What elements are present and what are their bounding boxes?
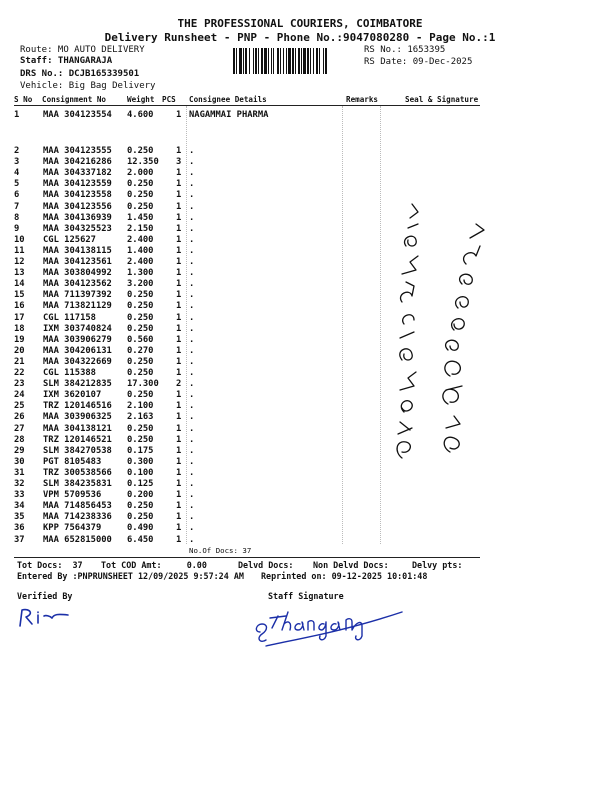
row-weight: 0.250 [127,146,154,156]
row-consignee: . [189,390,195,401]
row-sno: 16 [14,301,25,312]
rs-date: RS Date: 09-Dec-2025 [364,57,473,67]
row-weight: 0.250 [127,323,154,334]
row-consignee: . [189,423,195,434]
row-consignee: . [189,146,195,156]
row-consignment: MAA 304136939 [43,212,112,223]
barcode-bar [292,48,294,74]
row-consignee: . [189,479,195,489]
row-pcs: 1 [176,168,182,179]
row-sno: 1 [14,110,20,120]
row-consignment: MAA 304216286 [43,157,112,168]
row-consignment: MAA 304123559 [43,179,112,190]
total-docs: Tot Docs: 37 [17,560,83,570]
row-weight: 0.300 [127,456,154,467]
row-pcs: 1 [176,456,182,467]
row-pcs: 3 [176,157,182,168]
row-consignment: PGT 8105483 [43,456,102,467]
row-consignee: . [189,157,195,168]
row-weight: 0.250 [127,501,154,512]
row-consignment: MAA 303906325 [43,412,112,423]
row-weight: 0.250 [127,290,154,301]
row-pcs: 1 [176,467,182,478]
row-pcs: 1 [176,323,182,334]
row-weight: 0.250 [127,512,154,523]
barcode-bar [277,48,279,74]
row-weight: 1.400 [127,245,154,256]
staff-signature-icon [252,602,412,652]
verified-signature-icon [16,606,76,630]
row-sno: 25 [14,401,25,412]
row-pcs: 1 [176,490,182,501]
row-pcs: 1 [176,301,182,312]
row-weight: 1.450 [127,212,154,223]
row-sno: 9 [14,223,20,234]
row-consignee: . [189,179,195,190]
row-pcs: 1 [176,245,182,256]
total-cod: Tot COD Amt: 0.00 [101,560,207,570]
barcode-bar [313,48,314,74]
row-sno: 26 [14,412,25,423]
row-pcs: 1 [176,368,182,378]
barcode-bar [319,48,320,74]
row-consignee: . [189,168,195,179]
barcode-bar [249,48,250,74]
row-consignee: . [189,245,195,256]
row-consignee: . [189,234,195,245]
row-weight: 17.300 [127,379,159,390]
col-pcs: PCS [162,95,176,104]
row-sno: 23 [14,379,25,390]
row-pcs: 1 [176,534,182,545]
row-pcs: 1 [176,146,182,156]
row-consignee: . [189,290,195,301]
barcode-bar [295,48,296,74]
row-consignment: MAA 652815000 [43,534,112,545]
reprinted-on: Reprinted on: 09-12-2025 10:01:48 [261,571,428,581]
staff-label: Staff: THANGARAJA [20,56,113,66]
barcode-bar [239,48,242,74]
row-pcs: 1 [176,279,182,290]
row-sno: 11 [14,245,25,256]
row-consignee: . [189,223,195,234]
row-consignee: . [189,201,195,212]
column-guide [342,106,343,544]
row-consignment: KPP 7564379 [43,523,102,534]
row-pcs: 1 [176,268,182,279]
row-weight: 0.250 [127,356,154,367]
row-consignment: IXM 3620107 [43,390,102,401]
barcode-bar [316,48,318,74]
row-consignee: . [189,445,195,456]
row-weight: 0.250 [127,179,154,190]
row-sno: 5 [14,179,20,190]
row-sno: 36 [14,523,25,534]
row-sno: 14 [14,279,25,290]
row-sno: 13 [14,268,25,279]
row-pcs: 1 [176,479,182,489]
row-weight: 0.250 [127,301,154,312]
barcode-bar [264,48,267,74]
row-consignee: . [189,379,195,390]
row-consignment: MAA 304337182 [43,168,112,179]
row-consignee: . [189,356,195,367]
barcode-bar [303,48,306,74]
row-pcs: 1 [176,401,182,412]
footer-divider [14,557,480,558]
row-weight: 0.250 [127,312,154,323]
row-sno: 20 [14,345,25,356]
row-weight: 0.200 [127,490,154,501]
row-consignee: . [189,323,195,334]
row-sno: 6 [14,190,20,201]
row-pcs: 1 [176,257,182,267]
handwritten-remark-icon [388,190,508,470]
row-weight: 2.100 [127,401,154,412]
row-sno: 15 [14,290,25,301]
row-pcs: 1 [176,445,182,456]
row-pcs: 1 [176,190,182,201]
row-pcs: 1 [176,523,182,534]
column-guide [186,106,187,544]
row-pcs: 1 [176,312,182,323]
row-consignee: . [189,523,195,534]
row-sno: 19 [14,334,25,345]
barcode-bar [233,48,235,74]
row-pcs: 1 [176,223,182,234]
row-consignment: CGL 115388 [43,368,96,378]
row-consignment: MAA 304138121 [43,423,112,434]
row-weight: 0.250 [127,201,154,212]
barcode-bar [288,48,291,74]
row-consignee: . [189,412,195,423]
row-consignee: NAGAMMAI PHARMA [189,110,269,120]
row-weight: 6.450 [127,534,154,545]
row-weight: 2.163 [127,412,154,423]
col-remarks: Remarks [346,95,379,104]
row-pcs: 1 [176,512,182,523]
row-consignee: . [189,467,195,478]
row-pcs: 1 [176,345,182,356]
barcode-bar [286,48,287,74]
non-delivered-docs: Non Delvd Docs: [313,560,389,570]
row-consignment: MAA 304123554 [43,110,112,120]
barcode-bar [261,48,263,74]
barcode-bar [243,48,244,74]
row-pcs: 1 [176,179,182,190]
row-weight: 2.000 [127,168,154,179]
col-consignee: Consignee Details [189,95,267,104]
row-consignee: . [189,257,195,267]
row-consignee: . [189,279,195,290]
row-consignment: MAA 304322669 [43,356,112,367]
row-consignment: SLM 384212835 [43,379,112,390]
row-consignee: . [189,512,195,523]
row-consignee: . [189,190,195,201]
barcode-bar [283,48,284,74]
row-pcs: 1 [176,234,182,245]
row-consignment: SLM 384235831 [43,479,112,489]
row-consignment: MAA 714856453 [43,501,112,512]
barcode-bar [280,48,281,74]
row-weight: 0.250 [127,423,154,434]
row-sno: 10 [14,234,25,245]
row-sno: 30 [14,456,25,467]
row-consignment: MAA 303804992 [43,268,112,279]
row-consignee: . [189,334,195,345]
row-weight: 4.600 [127,110,154,120]
row-sno: 8 [14,212,20,223]
row-weight: 0.250 [127,190,154,201]
row-sno: 28 [14,434,25,445]
row-sno: 32 [14,479,25,489]
docs-count: No.Of Docs: 37 [189,546,252,555]
barcode-bar [298,48,300,74]
row-weight: 2.400 [127,234,154,245]
row-sno: 21 [14,356,25,367]
row-weight: 0.250 [127,390,154,401]
barcode-bar [307,48,309,74]
row-weight: 12.350 [127,157,159,168]
row-weight: 2.150 [127,223,154,234]
row-consignment: MAA 714238336 [43,512,112,523]
row-consignee: . [189,345,195,356]
row-pcs: 1 [176,356,182,367]
row-pcs: 1 [176,201,182,212]
row-consignee: . [189,490,195,501]
row-consignment: CGL 125627 [43,234,96,245]
row-consignment: CGL 117158 [43,312,96,323]
col-seal: Seal & Signature [405,95,479,104]
row-sno: 35 [14,512,25,523]
rs-number: RS No.: 1653395 [364,45,446,55]
row-consignment: MAA 304123556 [43,201,112,212]
barcode-bar [323,48,324,74]
row-pcs: 1 [176,390,182,401]
row-sno: 29 [14,445,25,456]
row-pcs: 2 [176,379,182,390]
row-consignment: MAA 304123555 [43,146,112,156]
row-sno: 34 [14,501,25,512]
row-weight: 1.300 [127,268,154,279]
row-weight: 0.560 [127,334,154,345]
row-consignment: MAA 304123562 [43,279,112,290]
barcode-bar [255,48,257,74]
row-weight: 0.100 [127,467,154,478]
row-weight: 0.270 [127,345,154,356]
row-consignment: MAA 303906279 [43,334,112,345]
header-divider [14,105,480,106]
row-consignee: . [189,212,195,223]
row-weight: 0.175 [127,445,154,456]
row-consignee: . [189,301,195,312]
row-weight: 3.200 [127,279,154,290]
verified-by-label: Verified By [17,591,73,601]
row-consignment: MAA 304138115 [43,245,112,256]
row-consignee: . [189,368,195,378]
row-sno: 22 [14,368,25,378]
col-sno: S No [14,95,33,104]
row-weight: 0.250 [127,434,154,445]
row-consignee: . [189,434,195,445]
row-weight: 0.250 [127,368,154,378]
barcode-bar [268,48,269,74]
col-weight: Weight [127,95,155,104]
vehicle-label: Vehicle: Big Bag Delivery [20,81,156,91]
row-consignee: . [189,456,195,467]
row-consignment: IXM 303740824 [43,323,112,334]
staff-signature-label: Staff Signature [268,591,344,601]
barcode-bar [258,48,259,74]
row-sno: 37 [14,534,25,545]
row-consignment: SLM 384270538 [43,445,112,456]
row-sno: 27 [14,423,25,434]
column-guide [380,106,381,544]
row-consignment: TRZ 300538566 [43,467,112,478]
row-sno: 12 [14,257,25,267]
row-sno: 3 [14,157,20,168]
row-pcs: 1 [176,334,182,345]
barcode-bar [310,48,311,74]
row-consignee: . [189,501,195,512]
row-consignee: . [189,534,195,545]
barcode-bar [301,48,302,74]
row-consignment: MAA 711397392 [43,290,112,301]
row-consignee: . [189,268,195,279]
row-consignment: MAA 304325523 [43,223,112,234]
row-pcs: 1 [176,110,182,120]
entered-by: Entered By :PNPRUNSHEET 12/09/2025 9:57:24 AM [17,571,244,581]
row-consignment: MAA 304123561 [43,257,112,267]
barcode-icon [233,48,359,74]
row-consignment: MAA 713821129 [43,301,112,312]
row-weight: 2.400 [127,257,154,267]
barcode-bar [271,48,272,74]
row-sno: 4 [14,168,20,179]
row-consignment: TRZ 120146521 [43,434,112,445]
row-pcs: 1 [176,290,182,301]
row-sno: 33 [14,490,25,501]
row-sno: 2 [14,146,20,156]
row-pcs: 1 [176,434,182,445]
barcode-bar [273,48,274,74]
barcode-bar [253,48,254,74]
barcode-bar [236,48,237,74]
row-weight: 0.125 [127,479,154,489]
row-weight: 0.490 [127,523,154,534]
row-sno: 18 [14,323,25,334]
delivery-points: Delvy pts: [412,560,463,570]
row-pcs: 1 [176,412,182,423]
runsheet-subtitle: Delivery Runsheet - PNP - Phone No.:9047080280 - Page No.:1 [104,31,496,44]
row-sno: 24 [14,390,25,401]
row-consignee: . [189,312,195,323]
row-pcs: 1 [176,212,182,223]
barcode-bar [325,48,327,74]
delivered-docs: Delvd Docs: [238,560,294,570]
row-consignment: TRZ 120146516 [43,401,112,412]
route-label: Route: MO AUTO DELIVERY [20,45,145,55]
row-sno: 7 [14,201,20,212]
company-title: THE PROFESSIONAL COURIERS, COIMBATORE [177,17,423,30]
row-pcs: 1 [176,423,182,434]
row-sno: 31 [14,467,25,478]
row-pcs: 1 [176,501,182,512]
row-sno: 17 [14,312,25,323]
row-consignment: MAA 304206131 [43,345,112,356]
barcode-bar [245,48,247,74]
row-consignment: MAA 304123558 [43,190,112,201]
drs-number: DRS No.: DCJB165339501 [20,69,140,79]
row-consignee: . [189,401,195,412]
row-consignment: VPM 5709536 [43,490,102,501]
col-consignment: Consignment No [42,95,107,104]
